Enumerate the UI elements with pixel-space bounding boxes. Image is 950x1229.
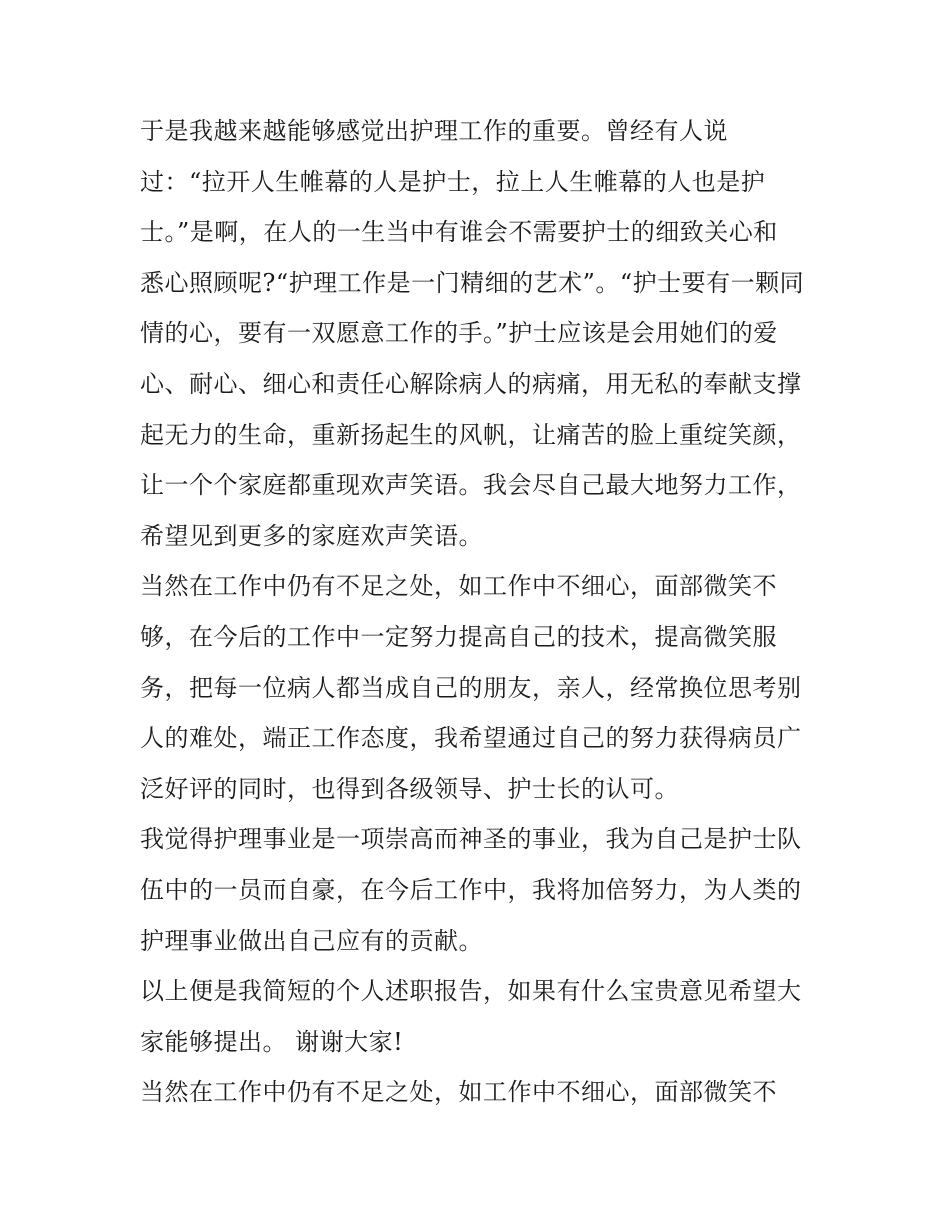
text-line: 过：“拉开人生帷幕的人是护士，拉上人生帷幕的人也是护 — [140, 167, 766, 196]
text-line: 以上便是我简短的个人述职报告，如果有什么宝贵意见希望大 — [140, 977, 802, 1006]
text-line: 希望见到更多的家庭欢声笑语。 — [140, 521, 483, 550]
text-line: 士。”是啊，在人的一生当中有谁会不需要护士的细致关心和 — [140, 218, 778, 247]
text-line: 让一个个家庭都重现欢声笑语。我会尽自己最大地努力工作， — [140, 471, 802, 500]
text-line: 悉心照顾呢?“护理工作是一门精细的艺术”。“护士要有一颗同 — [140, 268, 805, 297]
text-line: 于是我越来越能够感觉出护理工作的重要。曾经有人说 — [140, 117, 728, 145]
text-line: 伍中的一员而自豪，在今后工作中，我将加倍努力，为人类的 — [140, 875, 802, 904]
text-line: 人的难处，端正工作态度，我希望通过自己的努力获得病员广 — [140, 724, 802, 753]
text-line: 我觉得护理事业是一项崇高而神圣的事业，我为自己是护士队 — [140, 825, 802, 854]
text-line: 当然在工作中仍有不足之处，如工作中不细心，面部微笑不 — [140, 572, 777, 601]
text-line: 心、耐心、细心和责任心解除病人的病痛，用无私的奉献支撑 — [140, 369, 802, 398]
text-line: 家能够提出。 谢谢大家! — [140, 1027, 404, 1056]
text-line: 护理事业做出自己应有的贡献。 — [140, 926, 483, 955]
text-line: 务，把每一位病人都当成自己的朋友，亲人，经常换位思考别 — [140, 673, 802, 702]
text-line: 当然在工作中仍有不足之处，如工作中不细心，面部微笑不 — [140, 1078, 777, 1107]
text-line: 泛好评的同时，也得到各级领导、护士长的认可。 — [140, 774, 679, 803]
text-line: 起无力的生命，重新扬起生的风帆，让痛苦的脸上重绽笑颜， — [140, 420, 802, 449]
body-text — [140, 106, 820, 1118]
text-line: 够，在今后的工作中一定努力提高自己的技术，提高微笑服 — [140, 622, 777, 651]
text-line: 情的心，要有一双愿意工作的手。”护士应该是会用她们的爱 — [140, 319, 778, 348]
